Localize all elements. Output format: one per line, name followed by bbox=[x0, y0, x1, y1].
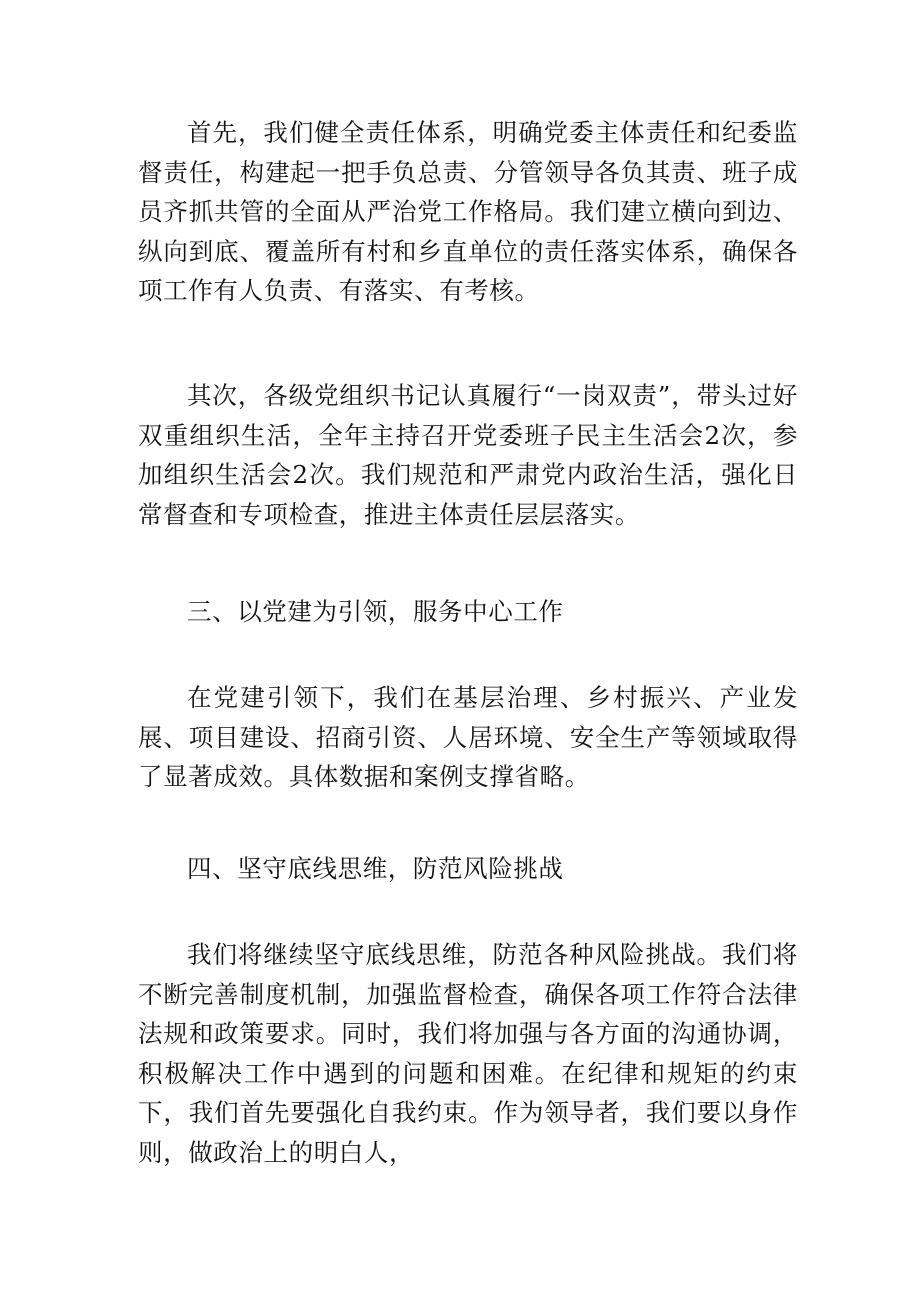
paragraph-bottom-line-thinking: 我们将继续坚守底线思维，防范各种风险挑战。我们将不断完善制度机制，加强监督检查，确保各项工作符合法律法规和政策要求。同时，我们将加强与各方面的沟通协调，积极解决工作中遇到的问题和困难。在纪律和规矩的约束下，我们首先要强化自我约束。作为领导者，我们要以身作则，做政治上的明白人， bbox=[138, 940, 798, 1167]
paragraph-party-building-results: 在党建引领下，我们在基层治理、乡村振兴、产业发展、项目建设、招商引资、人居环境、安全生产等领域取得了显著成效。具体数据和案例支撑省略。 bbox=[138, 683, 798, 791]
section-heading-four: 四、坚守底线思维，防范风险挑战 bbox=[187, 854, 564, 883]
paragraph-one-post-two-duties: 其次，各级党组织书记认真履行“一岗双责”，带头过好双重组织生活，全年主持召开党委班子民主生活会2次，参加组织生活会2次。我们规范和严肃党内政治生活，强化日常督查和专项检查，推进主体责任层层落实。 bbox=[138, 381, 798, 529]
section-heading-three: 三、以党建为引领，服务中心工作 bbox=[187, 597, 564, 626]
paragraph-responsibility-system: 首先，我们健全责任体系，明确党委主体责任和纪委监督责任，构建起一把手负总责、分管领导各负其责、班子成员齐抓共管的全面从严治党工作格局。我们建立横向到边、纵向到底、覆盖所有村和乡直单位的责任落实体系，确保各项工作有人负责、有落实、有考核。 bbox=[138, 118, 798, 305]
